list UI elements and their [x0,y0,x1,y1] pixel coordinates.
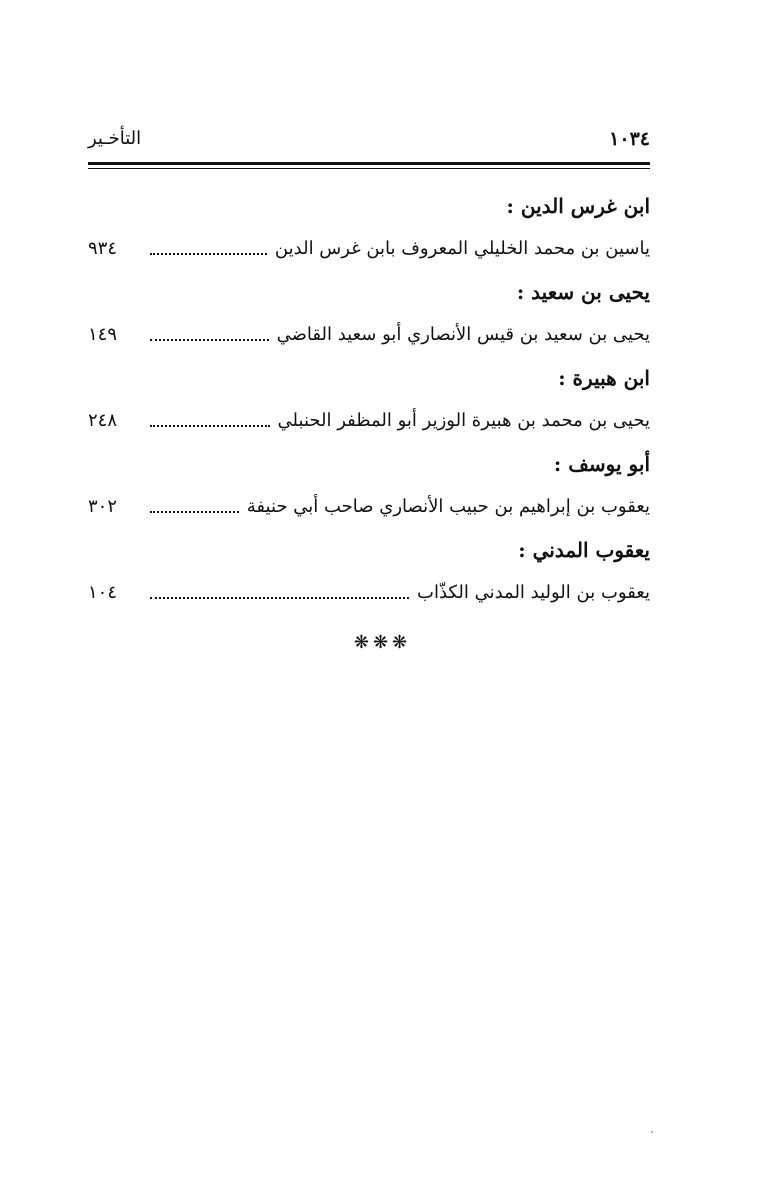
dot-leader [150,253,267,255]
section-title: التأخـير [88,128,142,149]
header-thick-rule [88,162,650,165]
dot-leader [150,511,239,513]
index-heading: ابن هبيرة : [558,366,650,390]
entry-page-number: ٣٠٢ [88,496,118,517]
dot-leader [150,425,270,427]
dot-leader [150,597,409,599]
page-number: ١٠٣٤ [609,128,650,150]
index-group [88,186,650,272]
entry-page-number: ٩٣٤ [88,238,118,259]
entry-page-number: ٢٤٨ [88,410,118,431]
index-entry [88,570,650,616]
index-heading: أبو يوسف : [553,452,650,476]
entry-page-number: ١٠٤ [88,582,118,603]
index-group [88,444,650,530]
header-thin-rule [88,168,650,169]
entry-page-number: ١٤٩ [88,324,118,345]
section-end-ornament: ❋❋❋ [353,632,412,653]
index-entry [88,484,650,530]
entry-name: ياسين بن محمد الخليلي المعروف بابن غرس الدين [274,238,650,259]
entry-name: يحيى بن محمد بن هبيرة الوزير أبو المظفر الحنبلي [277,410,650,431]
entry-name: يعقوب بن الوليد المدني الكذّاب [417,582,650,603]
index-list [88,186,650,616]
index-entry [88,312,650,358]
index-heading: يعقوب المدني : [518,538,650,562]
index-entry [88,226,650,272]
index-group [88,530,650,616]
dot-leader [150,339,269,341]
index-heading: يحيى بن سعيد : [516,280,650,304]
paper-speck [651,1131,653,1133]
index-heading: ابن غرس الدين : [506,194,650,218]
index-entry [88,398,650,444]
index-group [88,272,650,358]
running-head [88,128,650,158]
entry-name: يعقوب بن إبراهيم بن حبيب الأنصاري صاحب أبي حنيفة [246,496,650,517]
index-group [88,358,650,444]
entry-name: يحيى بن سعيد بن قيس الأنصاري أبو سعيد القاضي [276,324,650,345]
